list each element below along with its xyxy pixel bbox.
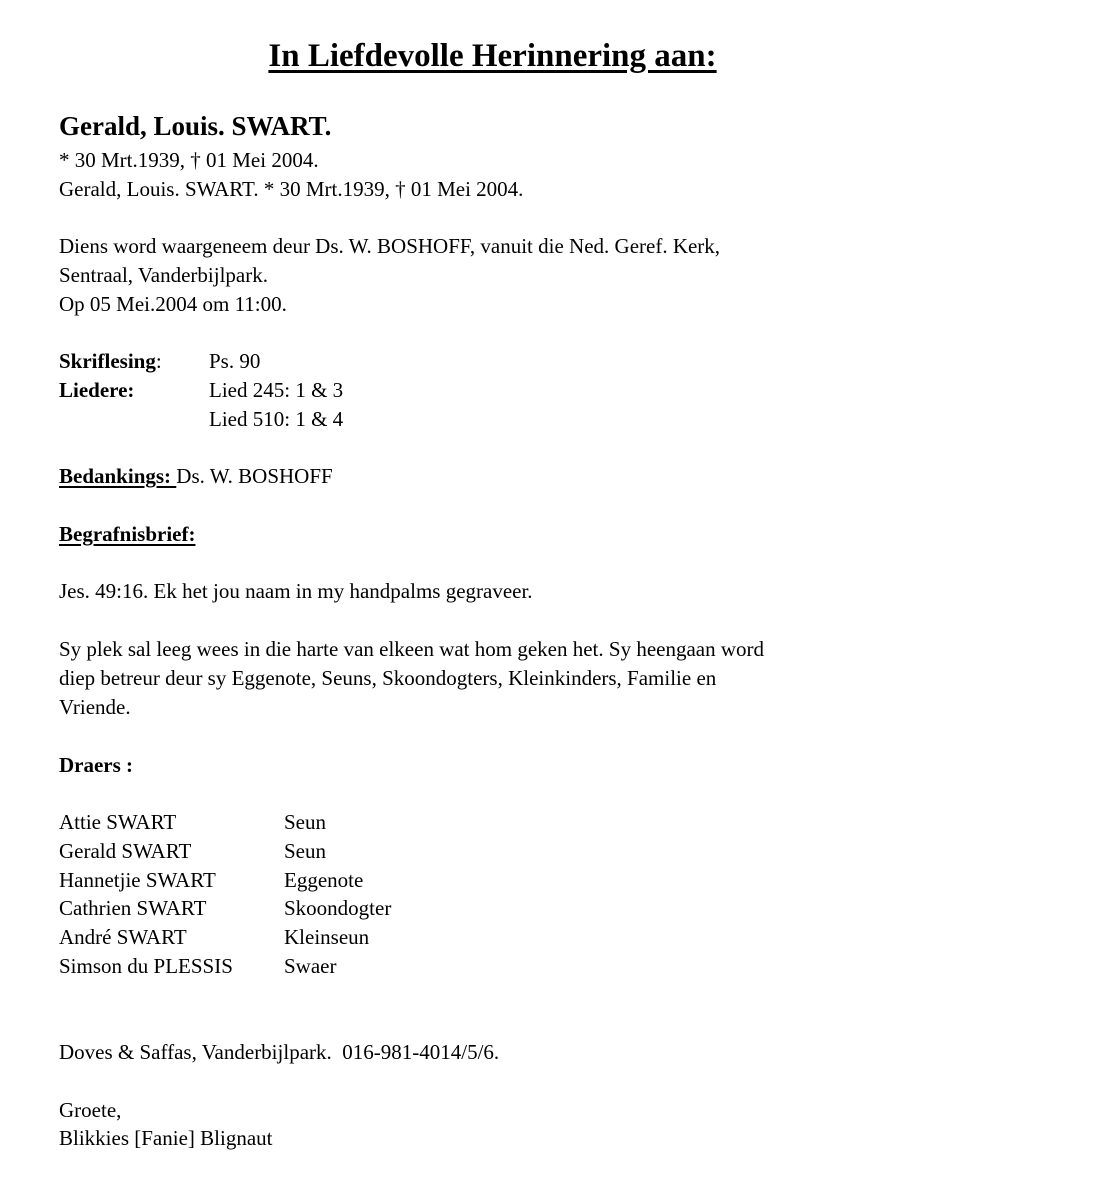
letter-verse: Jes. 49:16. Ek het jou naam in my handpalms gegraveer. (59, 579, 533, 603)
deceased-full-line: Gerald, Louis. SWART. * 30 Mrt.1939, † 01 Mei 2004. (59, 177, 524, 201)
letter-paragraph-line-1: Sy plek sal leeg wees in die harte van elkeen wat hom geken het. Sy heengaan word (59, 637, 765, 661)
bearer-name: André SWART (59, 925, 187, 949)
bearer-name: Hannetjie SWART (59, 868, 216, 892)
bearer-name: Cathrien SWART (59, 896, 207, 920)
bearer-name: Attie SWART (59, 810, 177, 834)
thanks-value: Ds. W. BOSHOFF (176, 464, 333, 488)
bearers-label: Draers : (59, 753, 134, 777)
bearer-relation: Skoondogter (284, 896, 392, 920)
thanks-row (59, 462, 333, 491)
bearer-relation: Seun (284, 839, 326, 863)
lied-item: Lied 510: 1 & 4 (209, 407, 344, 431)
bearer-name: Simson du PLESSIS (59, 954, 233, 978)
skriflesing-label: Skriflesing (59, 349, 156, 373)
letter-label: Begrafnisbrief: (59, 522, 196, 546)
skriflesing-colon: : (155, 349, 162, 373)
deceased-name: Gerald, Louis. SWART. (59, 111, 332, 141)
service-line-3: Op 05 Mei.2004 om 11:00. (59, 292, 287, 316)
bearer-relation: Swaer (284, 954, 337, 978)
bearer-name: Gerald SWART (59, 839, 192, 863)
bearer-relation: Eggenote (284, 868, 364, 892)
bearer-relation: Kleinseun (284, 925, 370, 949)
skriflesing-label-row (59, 347, 162, 376)
closing-greeting: Groete, (59, 1098, 122, 1122)
service-line-1: Diens word waargeneem deur Ds. W. BOSHOFF, vanuit die Ned. Geref. Kerk, (59, 234, 721, 258)
undertaker-line: Doves & Saffas, Vanderbijlpark. 016-981-4014/5/6. (59, 1040, 500, 1064)
deceased-dates: * 30 Mrt.1939, † 01 Mei 2004. (59, 148, 319, 172)
liedere-label: Liedere: (59, 378, 135, 402)
thanks-label: Bedankings: (59, 464, 177, 488)
service-line-2: Sentraal, Vanderbijlpark. (59, 263, 268, 287)
bearer-relation: Seun (284, 810, 326, 834)
skriflesing-value: Ps. 90 (209, 349, 261, 373)
page-title: In Liefdevolle Herinnering aan: (268, 38, 717, 74)
lied-item: Lied 245: 1 & 3 (209, 378, 344, 402)
letter-paragraph-line-2: diep betreur deur sy Eggenote, Seuns, Skoondogters, Kleinkinders, Familie en (59, 666, 717, 690)
signature: Blikkies [Fanie] Blignaut (59, 1126, 273, 1150)
letter-paragraph-line-3: Vriende. (59, 695, 131, 719)
